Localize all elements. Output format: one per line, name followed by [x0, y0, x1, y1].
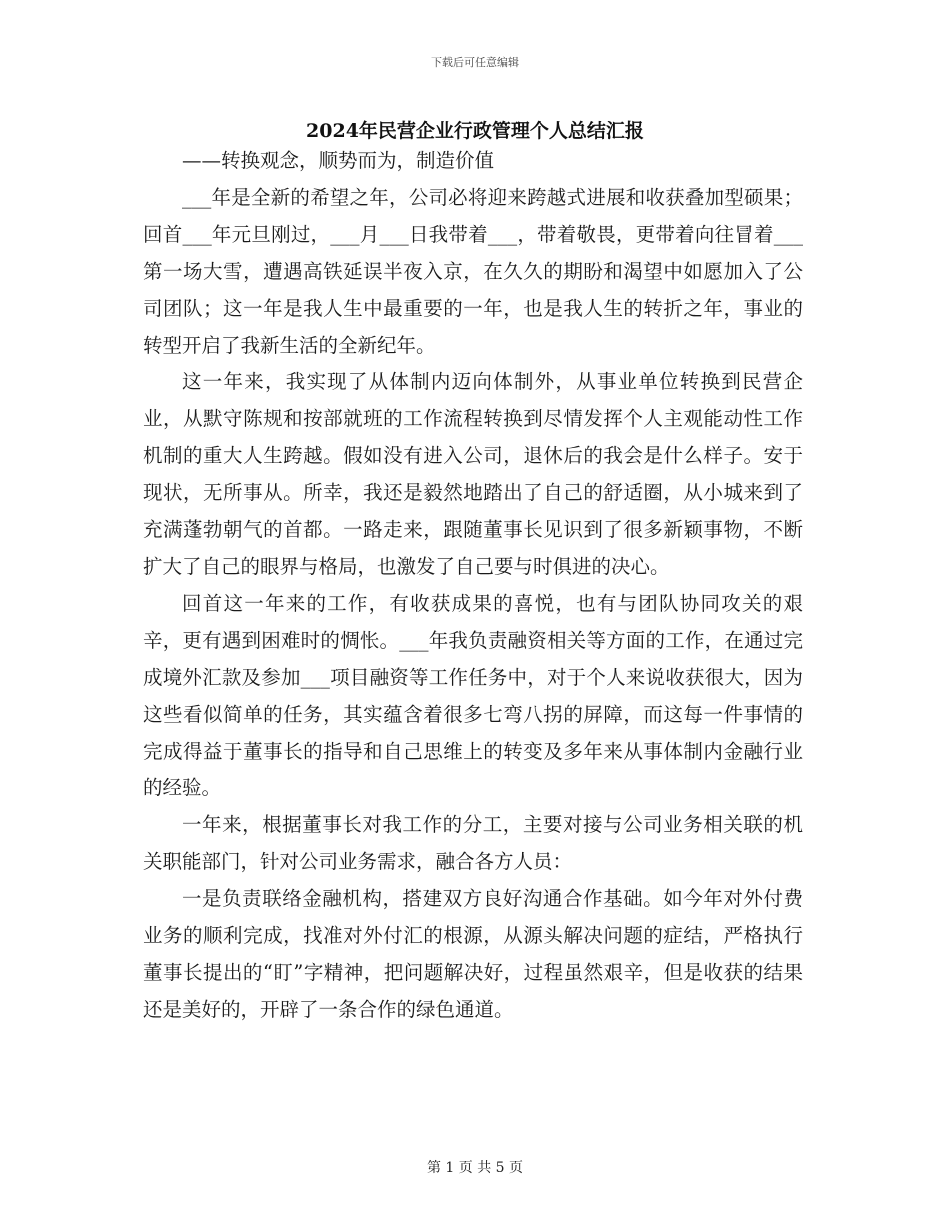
paragraph: 这一年来，我实现了从体制内迈向体制外，从事业单位转换到民营企业，从默守陈规和按部就班的工作流程转换到尽情发挥个人主观能动性工作机制的重大人生跨越。假如没有进入公司，退休后的我会是什么样子。安于现状，无所事从。所幸，我还是毅然地踏出了自己的舒适圈，从小城来到了充满蓬勃朝气的首都。一路走来，跟随董事长见识到了很多新颖事物，不断扩大了自己的眼界与格局，也激发了自己要与时俱进的决心。: [143, 370, 803, 578]
document-title: 2024年民营企业行政管理个人总结汇报: [306, 120, 644, 142]
page-number: 第 1 页 共 5 页: [426, 1160, 524, 1176]
paragraph: 回首这一年来的工作，有收获成果的喜悦，也有与团队协同攻关的艰辛，更有遇到困难时的惆怅。___年我负责融资相关等方面的工作，在通过完成境外汇款及参加___项目融资等工作任务中，对于个人来说收获很大，因为这些看似简单的任务，其实蕴含着很多七弯八拐的屏障，而这每一件事情的完成得益于董事长的指导和自己思维上的转变及多年来从事体制内金融行业的经验。: [143, 591, 803, 800]
header-note: 下载后可任意编辑: [431, 56, 519, 69]
paragraph: ___年是全新的希望之年，公司必将迎来跨越式进展和收获叠加型硕果；回首___年元旦刚过，___月___日我带着___，带着敬畏，更带着向往冒着___第一场大雪，遭遇高铁延误半夜入京，在久久的期盼和渴望中如愿加入了公司团队；这一年是我人生中最重要的一年，也是我人生的转折之年，事业的转型开启了我新生活的全新纪年。: [143, 185, 803, 357]
paragraph: 一年来，根据董事长对我工作的分工，主要对接与公司业务相关联的机关职能部门，针对公司业务需求，融合各方人员：: [143, 813, 803, 874]
document-subtitle: ——转换观念，顺势而为，制造价值: [182, 149, 495, 172]
document-body: [143, 143, 803, 1029]
paragraph: 一是负责联络金融机构，搭建双方良好沟通合作基础。如今年对外付费业务的顺利完成，找准对外付汇的根源，从源头解决问题的症结，严格执行董事长提出的“盯”字精神，把问题解决好，过程虽然艰辛，但是收获的结果还是美好的，开辟了一条合作的绿色通道。: [143, 887, 803, 1021]
